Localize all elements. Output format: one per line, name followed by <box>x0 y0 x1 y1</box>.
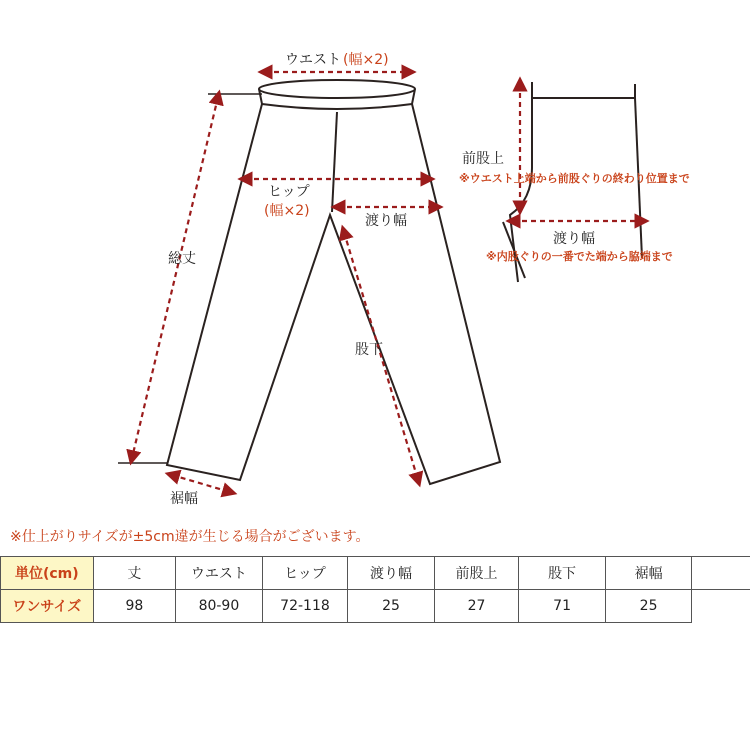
table-cell: 27 <box>434 590 519 623</box>
total-length-label: 総丈 <box>168 251 196 267</box>
table-header-cell: 前股上 <box>434 557 519 590</box>
table-header-cell: 股下 <box>519 557 606 590</box>
hip-suffix: (幅×2) <box>264 203 310 219</box>
table-cell: ワンサイズ <box>1 590 94 623</box>
table-cell: 80-90 <box>176 590 263 623</box>
waist-label: ウエスト <box>285 52 341 68</box>
table-cell: 98 <box>93 590 176 623</box>
table-cell: 25 <box>605 590 692 623</box>
table-header-cell: ウエスト <box>176 557 263 590</box>
front-seam <box>332 112 337 212</box>
table-cell: 71 <box>519 590 606 623</box>
table-header-row <box>1 557 750 590</box>
table-cell: 25 <box>348 590 435 623</box>
detail-waistband <box>532 82 635 98</box>
waistband-top <box>259 80 415 98</box>
detail-thigh-label: 渡り幅 <box>553 231 595 247</box>
inseam-label: 股下 <box>355 342 383 358</box>
size-table <box>0 556 750 623</box>
table-row <box>1 590 750 623</box>
hem-arrow <box>172 475 230 492</box>
total-length-arrow <box>132 97 218 458</box>
size-variance-note: ※仕上がりサイズが±5cm違が生じる場合がございます。 <box>10 529 370 545</box>
table-header-cell: 丈 <box>93 557 176 590</box>
detail-thigh-note: ※内股ぐりの一番でた端から脇端まで <box>486 250 673 263</box>
table-empty-cell <box>692 590 750 623</box>
table-header-cell: 裾幅 <box>605 557 692 590</box>
pants-body <box>167 104 500 484</box>
front-rise-label: 前股上 <box>462 151 504 167</box>
hem-label: 裾幅 <box>170 491 198 507</box>
hip-label: ヒップ <box>268 184 310 200</box>
front-rise-note: ※ウエスト上端から前股ぐりの終わり位置まで <box>459 172 690 185</box>
table-header-cell: ヒップ <box>262 557 348 590</box>
table-header-cell: 渡り幅 <box>348 557 435 590</box>
pants-outline <box>167 80 500 484</box>
table-cell: 72-118 <box>262 590 348 623</box>
table-header-cell: 単位(cm) <box>1 557 94 590</box>
thigh-label: 渡り幅 <box>365 213 407 229</box>
table-empty-cell <box>692 557 750 590</box>
waist-suffix: (幅×2) <box>343 52 389 68</box>
